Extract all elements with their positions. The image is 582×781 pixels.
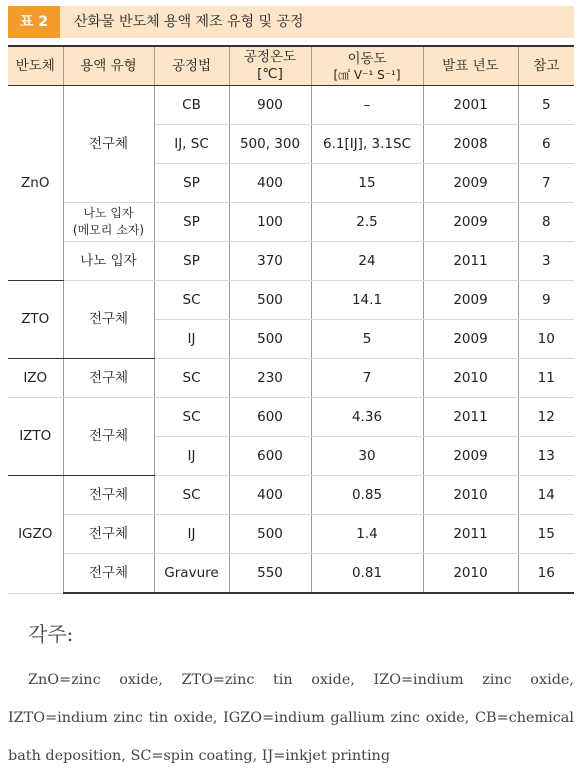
year-cell: 2001 (423, 86, 518, 125)
temperature-cell: 370 (229, 242, 311, 281)
solution-type-cell: 전구체 (63, 476, 154, 515)
solution-type-cell: 전구체 (63, 281, 154, 359)
header-mobility (311, 46, 423, 86)
year-cell: 2011 (423, 515, 518, 554)
process-cell: SC (154, 476, 229, 515)
year-cell: 2011 (423, 398, 518, 437)
year-cell: 2009 (423, 164, 518, 203)
table-title-bar (8, 6, 574, 38)
header-solution-type: 용액 유형 (63, 46, 154, 86)
year-cell: 2010 (423, 359, 518, 398)
header-ref: 참고 (518, 46, 574, 86)
process-cell: Gravure (154, 554, 229, 594)
process-cell: SP (154, 203, 229, 242)
ref-cell: 14 (518, 476, 574, 515)
temperature-cell: 900 (229, 86, 311, 125)
semiconductor-cell: IZTO (8, 398, 63, 476)
process-cell: SP (154, 242, 229, 281)
table-row (8, 515, 574, 554)
temperature-cell: 550 (229, 554, 311, 594)
header-mobility-unit: [㎠ V⁻¹ S⁻¹] (333, 67, 401, 82)
ref-cell: 6 (518, 125, 574, 164)
ref-cell: 3 (518, 242, 574, 281)
table-row (8, 281, 574, 320)
year-cell: 2009 (423, 437, 518, 476)
solution-type-cell: 전구체 (63, 86, 154, 203)
footnotes (8, 618, 574, 775)
mobility-cell: 1.4 (311, 515, 423, 554)
semiconductor-cell: ZnO (8, 86, 63, 281)
semiconductor-cell: IZO (8, 359, 63, 398)
mobility-cell: 14.1 (311, 281, 423, 320)
process-table (8, 45, 574, 594)
table-row (8, 554, 574, 594)
table-row (8, 203, 574, 242)
year-cell: 2010 (423, 554, 518, 594)
mobility-cell: 7 (311, 359, 423, 398)
process-cell: CB (154, 86, 229, 125)
header-semiconductor: 반도체 (8, 46, 63, 86)
ref-cell: 15 (518, 515, 574, 554)
solution-type-cell: 나노 입자 (63, 242, 154, 281)
temperature-cell: 400 (229, 164, 311, 203)
mobility-cell: 24 (311, 242, 423, 281)
ref-cell: 9 (518, 281, 574, 320)
ref-cell: 13 (518, 437, 574, 476)
solution-type-cell (63, 203, 154, 242)
solution-type-cell: 전구체 (63, 554, 154, 594)
process-cell: SC (154, 398, 229, 437)
table-number-badge: 표 2 (8, 6, 60, 38)
temperature-cell: 500, 300 (229, 125, 311, 164)
ref-cell: 12 (518, 398, 574, 437)
temperature-cell: 500 (229, 320, 311, 359)
mobility-cell: 5 (311, 320, 423, 359)
process-cell: SC (154, 281, 229, 320)
mobility-cell: 0.85 (311, 476, 423, 515)
solution-type-cell: 전구체 (63, 515, 154, 554)
semiconductor-cell: IGZO (8, 476, 63, 594)
table-row (8, 359, 574, 398)
process-cell: IJ (154, 320, 229, 359)
table-row (8, 86, 574, 125)
mobility-cell: 30 (311, 437, 423, 476)
ref-cell: 11 (518, 359, 574, 398)
table-row (8, 398, 574, 437)
header-year: 발표 년도 (423, 46, 518, 86)
mobility-cell: – (311, 86, 423, 125)
temperature-cell: 500 (229, 515, 311, 554)
process-cell: IJ (154, 515, 229, 554)
ref-cell: 7 (518, 164, 574, 203)
year-cell: 2009 (423, 203, 518, 242)
temperature-cell: 230 (229, 359, 311, 398)
mobility-cell: 4.36 (311, 398, 423, 437)
footnotes-body: ZnO=zinc oxide, ZTO=zinc tin oxide, IZO=indium zinc oxide, IZTO=indium zinc tin oxide, IGZO=indium gallium zinc oxide, CB=chemical bath deposition, SC=spin coating, IJ=inkjet printing (8, 672, 574, 764)
year-cell: 2009 (423, 281, 518, 320)
table-row (8, 476, 574, 515)
table-title: 산화물 반도체 용액 제조 유형 및 공정 (74, 14, 304, 30)
process-cell: IJ (154, 437, 229, 476)
process-cell: SP (154, 164, 229, 203)
process-cell: IJ, SC (154, 125, 229, 164)
mobility-cell: 0.81 (311, 554, 423, 594)
temperature-cell: 400 (229, 476, 311, 515)
ref-cell: 8 (518, 203, 574, 242)
ref-cell: 10 (518, 320, 574, 359)
temperature-cell: 600 (229, 398, 311, 437)
header-mobility-label: 이동도 (347, 50, 387, 67)
process-cell: SC (154, 359, 229, 398)
solution-type-cell: 전구체 (63, 398, 154, 476)
header-process: 공정법 (154, 46, 229, 86)
temperature-cell: 600 (229, 437, 311, 476)
mobility-cell: 2.5 (311, 203, 423, 242)
table-header-row (8, 46, 574, 86)
table-row (8, 242, 574, 281)
mobility-cell: 15 (311, 164, 423, 203)
footnotes-heading: 각주: (28, 622, 74, 646)
semiconductor-cell: ZTO (8, 281, 63, 359)
temperature-cell: 100 (229, 203, 311, 242)
year-cell: 2011 (423, 242, 518, 281)
ref-cell: 16 (518, 554, 574, 594)
solution-type-line: (메모리 소자) (72, 223, 145, 237)
mobility-cell: 6.1[IJ], 3.1SC (311, 125, 423, 164)
solution-type-cell: 전구체 (63, 359, 154, 398)
solution-type-line: 나노 입자 (83, 206, 134, 220)
year-cell: 2010 (423, 476, 518, 515)
year-cell: 2008 (423, 125, 518, 164)
ref-cell: 5 (518, 86, 574, 125)
header-temperature: 공정온도 [℃] (229, 46, 311, 86)
year-cell: 2009 (423, 320, 518, 359)
temperature-cell: 500 (229, 281, 311, 320)
